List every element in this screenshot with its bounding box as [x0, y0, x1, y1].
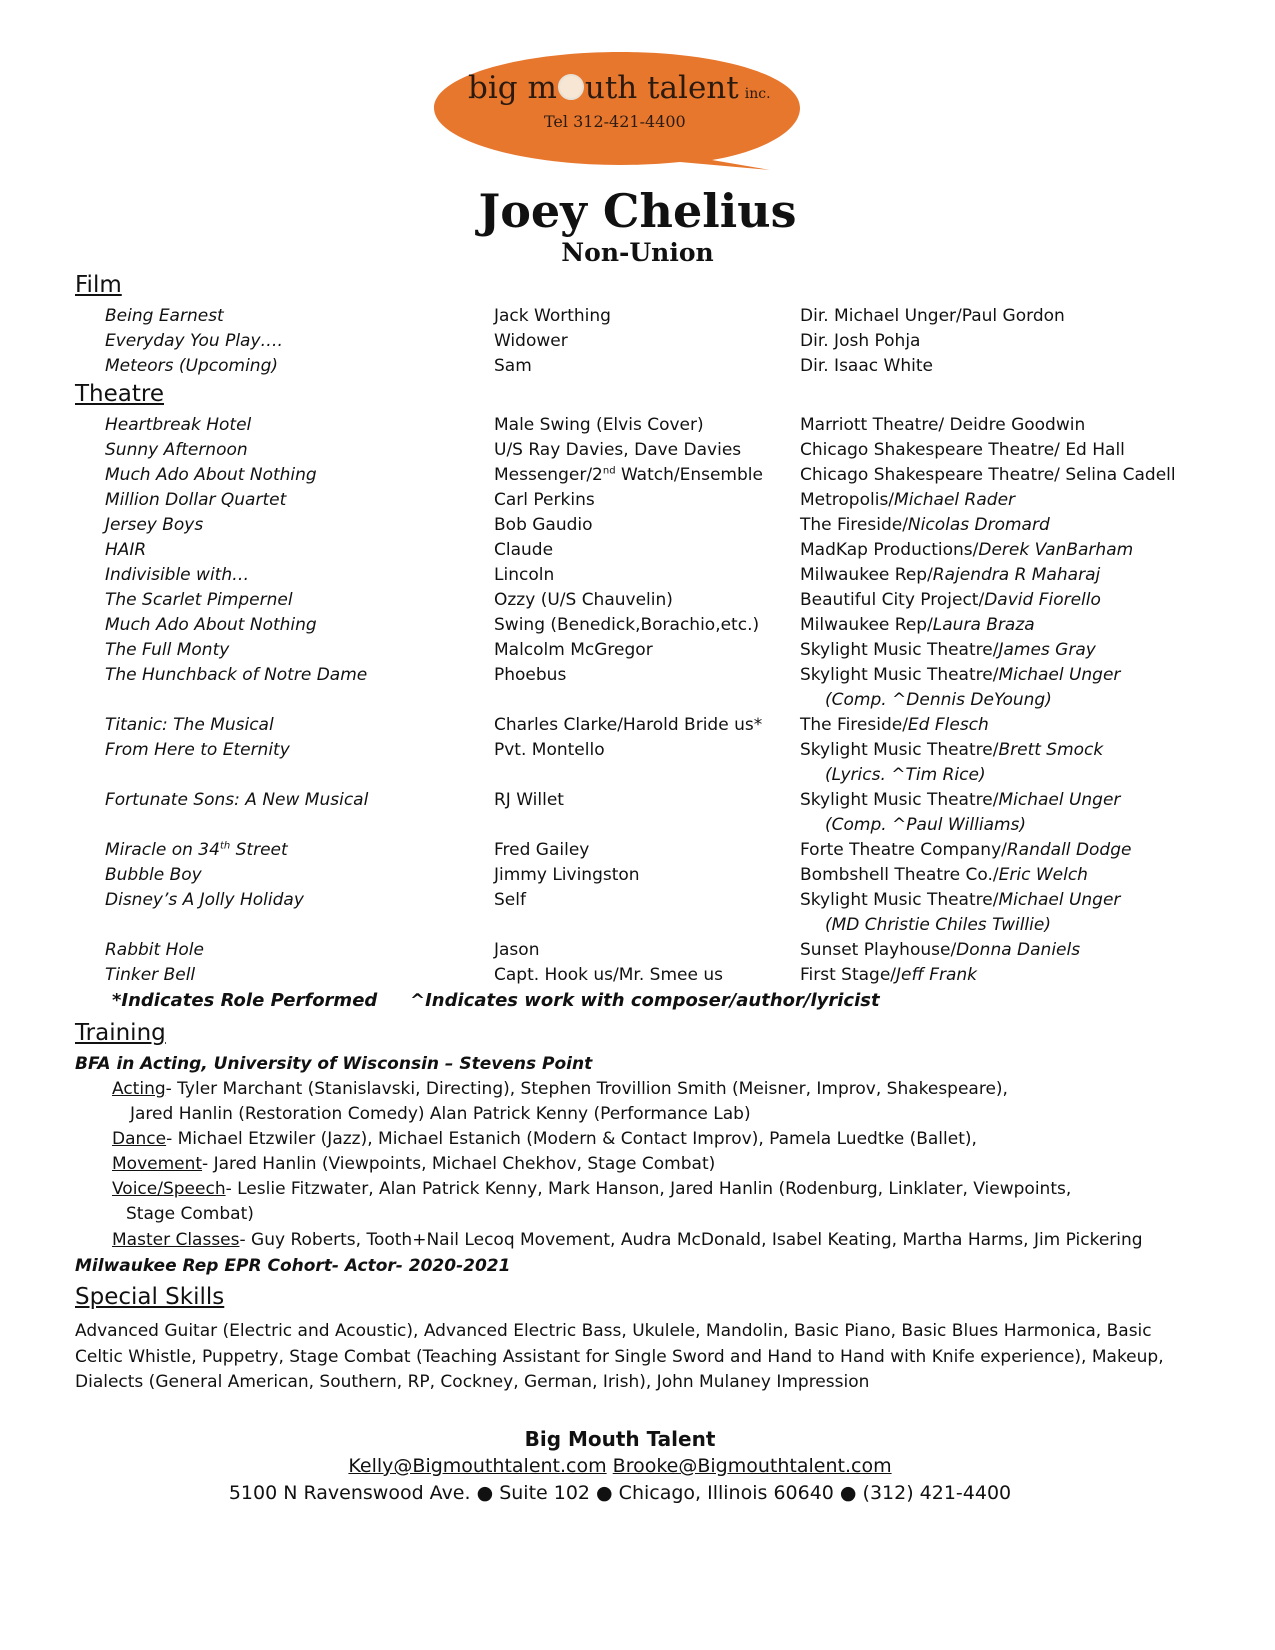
credit-title: The Scarlet Pimpernel — [105, 590, 293, 610]
credit-company: Metropolis/Michael Rader — [800, 490, 1016, 510]
credit-company: Chicago Shakespeare Theatre/ Selina Cadell — [800, 465, 1176, 485]
email-link-brooke[interactable]: Brooke@Bigmouthtalent.com — [612, 1455, 892, 1477]
training-voice: Voice/Speech- Leslie Fitzwater, Alan Patrick Kenny, Mark Hanson, Jared Hanlin (Rodenburg, Linklater, Viewpoints, — [112, 1179, 1072, 1199]
credit-role: Bob Gaudio — [494, 515, 593, 535]
credit-company: MadKap Productions/Derek VanBarham — [800, 540, 1134, 560]
training-movement: Movement- Jared Hanlin (Viewpoints, Michael Chekhov, Stage Combat) — [112, 1154, 716, 1174]
credit-title: Indivisible with… — [105, 565, 250, 585]
credit-title: The Full Monty — [105, 640, 230, 660]
credit-company: Chicago Shakespeare Theatre/ Ed Hall — [800, 440, 1125, 460]
credit-title: Jersey Boys — [105, 515, 204, 535]
credit-role: Ozzy (U/S Chauvelin) — [494, 590, 673, 610]
credit-title: Million Dollar Quartet — [105, 490, 287, 510]
credit-role: Male Swing (Elvis Cover) — [494, 415, 704, 435]
credit-title: Miracle on 34th Street — [105, 840, 288, 860]
credit-company: Skylight Music Theatre/Michael Unger — [800, 790, 1121, 810]
skills-heading: Special Skills — [75, 1284, 225, 1310]
credit-role: Carl Perkins — [494, 490, 595, 510]
credit-company: Marriott Theatre/ Deidre Goodwin — [800, 415, 1086, 435]
credit-title: Much Ado About Nothing — [105, 465, 317, 485]
actor-name: Joey Chelius — [478, 184, 797, 238]
credit-title: Everyday You Play…. — [105, 331, 283, 351]
logo-o-icon — [558, 74, 584, 100]
credit-company: Dir. Isaac White — [800, 356, 933, 376]
training-master-classes: Master Classes- Guy Roberts, Tooth+Nail Lecoq Movement, Audra McDonald, Isabel Keating, Martha Harms, Jim Pickering — [112, 1230, 1143, 1250]
credit-role: Jimmy Livingston — [494, 865, 640, 885]
credit-title: Fortunate Sons: A New Musical — [105, 790, 369, 810]
degree: BFA in Acting, University of Wisconsin – Stevens Point — [75, 1054, 593, 1074]
training-acting: Acting- Tyler Marchant (Stanislavski, Directing), Stephen Trovillion Smith (Meisner, Improv, Shakespeare), — [112, 1079, 1008, 1099]
training-dance: Dance- Michael Etzwiler (Jazz), Michael Estanich (Modern & Contact Improv), Pamela Luedtke (Ballet), — [112, 1129, 977, 1149]
credit-title: Meteors (Upcoming) — [105, 356, 278, 376]
credit-company: Milwaukee Rep/Laura Braza — [800, 615, 1035, 635]
credit-role: Sam — [494, 356, 532, 376]
credit-title: Sunny Afternoon — [105, 440, 248, 460]
credit-note: (MD Christie Chiles Twillie) — [825, 915, 1051, 935]
credit-company: Beautiful City Project/David Fiorello — [800, 590, 1101, 610]
logo-phone: Tel 312-421-4400 — [544, 112, 686, 131]
credit-role: Malcolm McGregor — [494, 640, 653, 660]
credit-role: Capt. Hook us/Mr. Smee us — [494, 965, 723, 985]
credit-title: Much Ado About Nothing — [105, 615, 317, 635]
logo-wordmark: big m uth talent inc. — [468, 70, 771, 106]
credit-note: (Comp. ^Dennis DeYoung) — [825, 690, 1052, 710]
email-link-kelly[interactable]: Kelly@Bigmouthtalent.com — [348, 1455, 607, 1477]
credit-role: Widower — [494, 331, 568, 351]
credit-role: Messenger/2nd Watch/Ensemble — [494, 465, 763, 485]
credit-title: Bubble Boy — [105, 865, 202, 885]
speech-bubble-icon — [430, 48, 810, 172]
credit-title: Titanic: The Musical — [105, 715, 274, 735]
credit-role: Claude — [494, 540, 554, 560]
credit-company: Skylight Music Theatre/Brett Smock — [800, 740, 1104, 760]
credit-company: Dir. Josh Pohja — [800, 331, 921, 351]
credit-role: Jason — [494, 940, 540, 960]
credit-note: (Lyrics. ^Tim Rice) — [825, 765, 986, 785]
cohort: Milwaukee Rep EPR Cohort- Actor- 2020-2021 — [75, 1256, 511, 1276]
credit-company: Skylight Music Theatre/Michael Unger — [800, 890, 1121, 910]
skills-text: Advanced Guitar (Electric and Acoustic), Advanced Electric Bass, Ukulele, Mandolin, Basic Piano, Basic Blues Harmonica, Basic Celtic Whistle, Puppetry, Stage Combat (Teaching Assistant for Single Sword and Hand to Hand with Knife experience), Makeup, Dialects (General American, Southern, RP, Cockney, German, Irish), John Mulaney Impression — [75, 1321, 1164, 1392]
footer-emails — [0, 1455, 1240, 1477]
credit-title: HAIR — [105, 540, 147, 560]
legend-composer: ^Indicates work with composer/author/lyricist — [410, 990, 880, 1011]
film-heading: Film — [75, 272, 122, 298]
training-voice-cont: Stage Combat) — [126, 1204, 254, 1224]
credit-title: Rabbit Hole — [105, 940, 204, 960]
agency-logo — [430, 48, 810, 172]
credit-title: From Here to Eternity — [105, 740, 290, 760]
credit-role: Self — [494, 890, 526, 910]
credit-role: RJ Willet — [494, 790, 564, 810]
credit-note: (Comp. ^Paul Williams) — [825, 815, 1027, 835]
credit-role: Swing (Benedick,Borachio,etc.) — [494, 615, 760, 635]
credit-company: First Stage/Jeff Frank — [800, 965, 977, 985]
credit-company: The Fireside/Nicolas Dromard — [800, 515, 1050, 535]
credit-title: Tinker Bell — [105, 965, 196, 985]
union-status: Non-Union — [561, 238, 714, 267]
legend-performed: *Indicates Role Performed — [112, 990, 378, 1011]
credit-company: Skylight Music Theatre/Michael Unger — [800, 665, 1121, 685]
credit-role: U/S Ray Davies, Dave Davies — [494, 440, 742, 460]
credit-role: Pvt. Montello — [494, 740, 605, 760]
footer-agency: Big Mouth Talent — [524, 1427, 716, 1451]
credit-role: Fred Gailey — [494, 840, 590, 860]
credit-title: Being Earnest — [105, 306, 224, 326]
credit-company: Forte Theatre Company/Randall Dodge — [800, 840, 1132, 860]
training-heading: Training — [75, 1020, 166, 1046]
theatre-heading: Theatre — [75, 381, 164, 407]
credit-role: Lincoln — [494, 565, 555, 585]
credit-company: The Fireside/Ed Flesch — [800, 715, 989, 735]
credit-company: Bombshell Theatre Co./Eric Welch — [800, 865, 1088, 885]
credit-role: Phoebus — [494, 665, 567, 685]
credit-role: Charles Clarke/Harold Bride us* — [494, 715, 763, 735]
credit-company: Milwaukee Rep/Rajendra R Maharaj — [800, 565, 1101, 585]
credit-company: Skylight Music Theatre/James Gray — [800, 640, 1096, 660]
footer-address: 5100 N Ravenswood Ave. ● Suite 102 ● Chicago, Illinois 60640 ● (312) 421-4400 — [228, 1482, 1012, 1504]
credit-company: Sunset Playhouse/Donna Daniels — [800, 940, 1081, 960]
credit-role: Jack Worthing — [494, 306, 611, 326]
credit-title: Heartbreak Hotel — [105, 415, 252, 435]
credit-title: The Hunchback of Notre Dame — [105, 665, 368, 685]
credit-company: Dir. Michael Unger/Paul Gordon — [800, 306, 1065, 326]
credit-title: Disney’s A Jolly Holiday — [105, 890, 304, 910]
training-acting-cont: Jared Hanlin (Restoration Comedy) Alan Patrick Kenny (Performance Lab) — [130, 1104, 751, 1124]
